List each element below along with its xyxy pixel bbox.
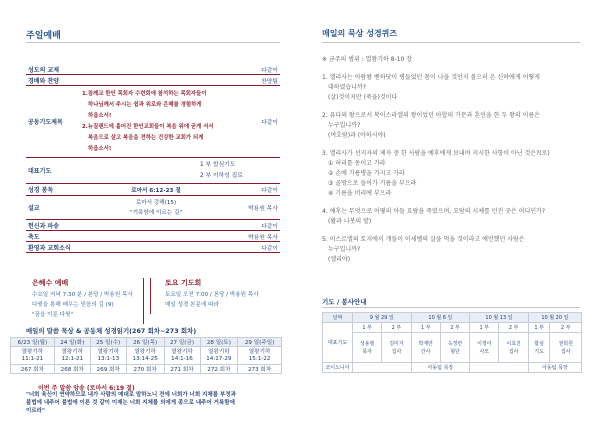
service-parts-row [323,323,582,333]
quiz-body [322,55,584,265]
service-date: 10 월 6 일 [411,313,470,323]
answer-option: ② 손에 기름병을 가지고 가라 [328,170,405,177]
service-title: 기도 / 봉사안내 [322,298,367,306]
kids-team [353,363,412,373]
part-label: 1 부 [353,323,382,333]
kids-label: 코이노니아 [323,363,353,373]
row-leader: 다같이 [261,67,278,74]
reading-passage: 열왕기하 14:17-29 [200,347,238,365]
row-label: 성경 봉독 [28,187,54,194]
reading-table [10,337,282,374]
question-text: 누구입니까? [328,122,361,129]
reading-day: 27 일(금) [164,338,200,347]
prayer-leader-1: 1 부 합심기도 [200,161,236,168]
reading-passage: 열왕기하 11:1-21 [11,347,55,365]
part-label: 2 부 [550,323,582,333]
worship-row [26,86,280,158]
prayer-topic-line: 복음으로 살고 복음을 전하는 건강한 교회가 되게 [88,134,204,141]
wednesday-line: 수요일 저녁 7:30 분 / 본당 / 박용원 목사 [32,292,133,298]
row-leader: 찬양팀 [261,78,278,85]
row-label: 공동기도제목 [28,119,63,126]
kids-team: 아동팀 목장 [411,363,470,373]
quiz-question [322,149,584,199]
reading-passages-row [11,347,282,365]
part-label: 1 부 [528,323,550,333]
prayer-leader-2: 2 부 이하성 집로 [200,172,243,179]
quiz-question [322,111,584,141]
reading-count: 268 회차 [54,365,90,374]
row-label: 헌신과 파송 [28,222,60,230]
date-label: 날짜 [323,313,353,323]
kids-team: 아동팀 목장 [528,363,581,373]
prayer-topic-line: 2.뉴질랜드에 흩어진 한인교회들이 복음 위에 굳게 서서 [82,123,214,130]
row-label: 환영과 교회소식 [28,244,71,252]
reading-day: 25 일(수) [90,338,126,347]
row-leader: 다같이 [261,120,278,126]
memory-line: "너희 육신이 연약하므로 내가 사람의 예대로 말하노니 전에 너희가 너희 지체를 부정과 [26,392,236,398]
answer-text: (엘리야) [328,256,351,263]
reading-count: 269 회차 [90,365,126,374]
question-text: 2. 유다의 왕으로서 북이스라엘의 왕이었던 아합의 가문과 혼인을 한 두 왕의 이름은 [322,112,540,119]
quiz-question [322,235,584,265]
part-label: 2 부 [499,323,528,333]
service-prayers-row [323,333,582,363]
quiz-title: 매일의 묵상 성경퀴즈 [322,29,398,38]
row-label: 대표기도 [28,168,52,175]
wednesday-line: "꿈을 이룬 다윗" [32,312,74,318]
service-kids-row [323,363,582,373]
row-label: 성도의 교제 [28,66,60,74]
prayer-person: 성용필 목자 [353,333,382,363]
quiz-range: ※ 금주의 범위 : 열왕기하 8-10 장 [322,56,413,63]
prayer-person: 김미자 집사 [382,333,411,363]
row-leader: 다같이 [261,223,278,230]
row-label: 경배와 찬양 [28,77,60,85]
part-label: 2 부 [440,323,469,333]
row-label: 설교 [28,205,40,212]
reading-count: 270 회차 [126,365,164,374]
question-text: 3. 엘리사가 선지자의 제자 중 한 사람을 예후에게 보내며 지시한 사항이 아닌 것은?(로) [322,150,550,157]
worship-title: 주일예배 [26,31,61,41]
row-leader: 박용원 목사 [248,206,278,212]
reading-count: 267 회차 [11,365,55,374]
row-leader: 박용원 목사 [248,234,278,241]
reading-passage: 열왕기하 13:1-13 [90,347,126,365]
answer-option: ④ 기름을 머리에 부으라 [328,190,392,197]
worship-row [26,64,280,75]
prayer-person: 옥정란 형년 [440,333,469,363]
saturday-title: 토요 기도회 [165,279,202,287]
answer-text: (여호람)과 (아하시야) [328,132,386,139]
reading-day: 24 일(화) [54,338,90,347]
service-dates-row [323,313,582,323]
row-leader: 다같이 [261,245,278,252]
reading-passage: 열왕기하 12:1-21 [54,347,90,365]
question-text: 1. 엘리사는 아람왕 벤하닷이 병들었던 몸이 나을 것인지 물으러 온 신하에게 어떻게 [322,74,540,81]
worship-order [26,64,280,253]
saturday-line: 매일 성경 본문에 따라 [165,302,219,308]
wednesday-title: 은혜수 예배 [32,279,69,287]
worship-row [26,184,280,196]
prayer-topic-line: 1.침례교 한인 목회자 수련회에 참석하는 목회자들이 [82,90,207,97]
kids-team [470,363,529,373]
memory-verse [26,391,292,415]
prayer-topic-line: 하옵소서! [88,145,112,152]
prayer-person: 합심 기도 [528,333,550,363]
worship-row [26,196,280,220]
quiz-question [322,207,584,227]
reading-count: 271 회차 [164,365,200,374]
quiz-question [322,73,584,103]
prayer-person: 박재만 간사 [411,333,440,363]
memory-title: 이번 주 말씀 암송 (로마서 6:19 절) [38,385,135,392]
divider [322,42,580,43]
saturday-prayer [150,278,268,314]
reading-title: 매일의 말씀 묵상 & 공동체 성경읽기(267 회차~273 회차) [26,327,197,335]
memory-line: 불법에 내주어 불법에 이른 것 같이 이제는 너희 지체를 의에게 종으로 내주어 거룩함에 [26,400,235,406]
reading-passage: 열왕기하 13:14-25 [126,347,164,365]
reading-passage: 열왕기하 15:1-22 [238,347,282,365]
worship-row [26,75,280,86]
worship-row [26,220,280,231]
service-date: 10 월 13 일 [470,313,529,323]
question-text: 4. 예후는 무엇으로 어떻의 아들 요람을 죽였으며, 요람의 시체를 던진 곳은 어디인가? [322,208,546,215]
part-label: 1 부 [411,323,440,333]
prayer-person: 권희원 집사 [550,333,582,363]
part-label: 1 부 [470,323,499,333]
question-text: 5. 이스르엘의 토지에서 개들이 이세벨의 살을 먹을 것이라고 예언했던 사람은 [322,236,525,243]
wednesday-line: 다윗을 통해 배우는 믿음의 길 (9) [32,302,114,308]
saturday-line: 토요일 오전 7:00 / 본당 / 박용원 목사 [165,292,259,298]
service-date: 10 월 20 일 [528,313,581,323]
answer-text: (살)것이지만 (죽을)것이다 [328,94,398,101]
worship-row [26,242,280,253]
worship-row [26,231,280,242]
reading-passage: 열왕기하 14:1-16 [164,347,200,365]
row-leader: 다같이 [261,188,278,194]
divider [26,42,280,43]
answer-text: (활과 나봇의 밭) [328,218,372,225]
prayer-topic-line: 하옵소서! [88,112,112,119]
memory-line: 이르라" [26,408,45,414]
answer-option: ③ 골방으로 들어가 기름을 부으라 [328,180,417,187]
question-text: 대하였습니까? [328,84,366,91]
scripture-ref: 로마서 6:12-23 절 [131,187,181,194]
reading-day: 28 일(토) [200,338,238,347]
worship-row [26,158,280,184]
prayer-topic-line: 하나님께서 주시는 쉼과 위로와 은혜를 경험하게 [88,101,202,108]
part-label: 2 부 [382,323,411,333]
service-table [322,312,582,373]
reading-day: 29 일(주일) [238,338,282,347]
reading-day: 26 일(목) [126,338,164,347]
question-text: 누구입니까? [328,246,361,253]
service-date: 9 월 29 일 [353,313,412,323]
reading-day: 6/23 일(월) [11,338,55,347]
row-label: 축도 [28,233,40,241]
prayer-label: 대표기도 [323,323,353,363]
sermon-series: 로마서 강해(15) [135,199,177,206]
prayer-person: 이효진 집사 [499,333,528,363]
reading-counts-row [11,365,282,374]
prayer-person: 이정아 사모 [470,333,499,363]
wednesday-service [26,278,144,324]
reading-count: 273 회차 [238,365,282,374]
sermon-title: "거룩함에 이르는 길" [130,209,182,216]
answer-option: ① 허리를 동이고 가라 [328,160,386,167]
reading-count: 272 회차 [200,365,238,374]
reading-days-row [11,338,282,347]
divider [322,307,580,308]
